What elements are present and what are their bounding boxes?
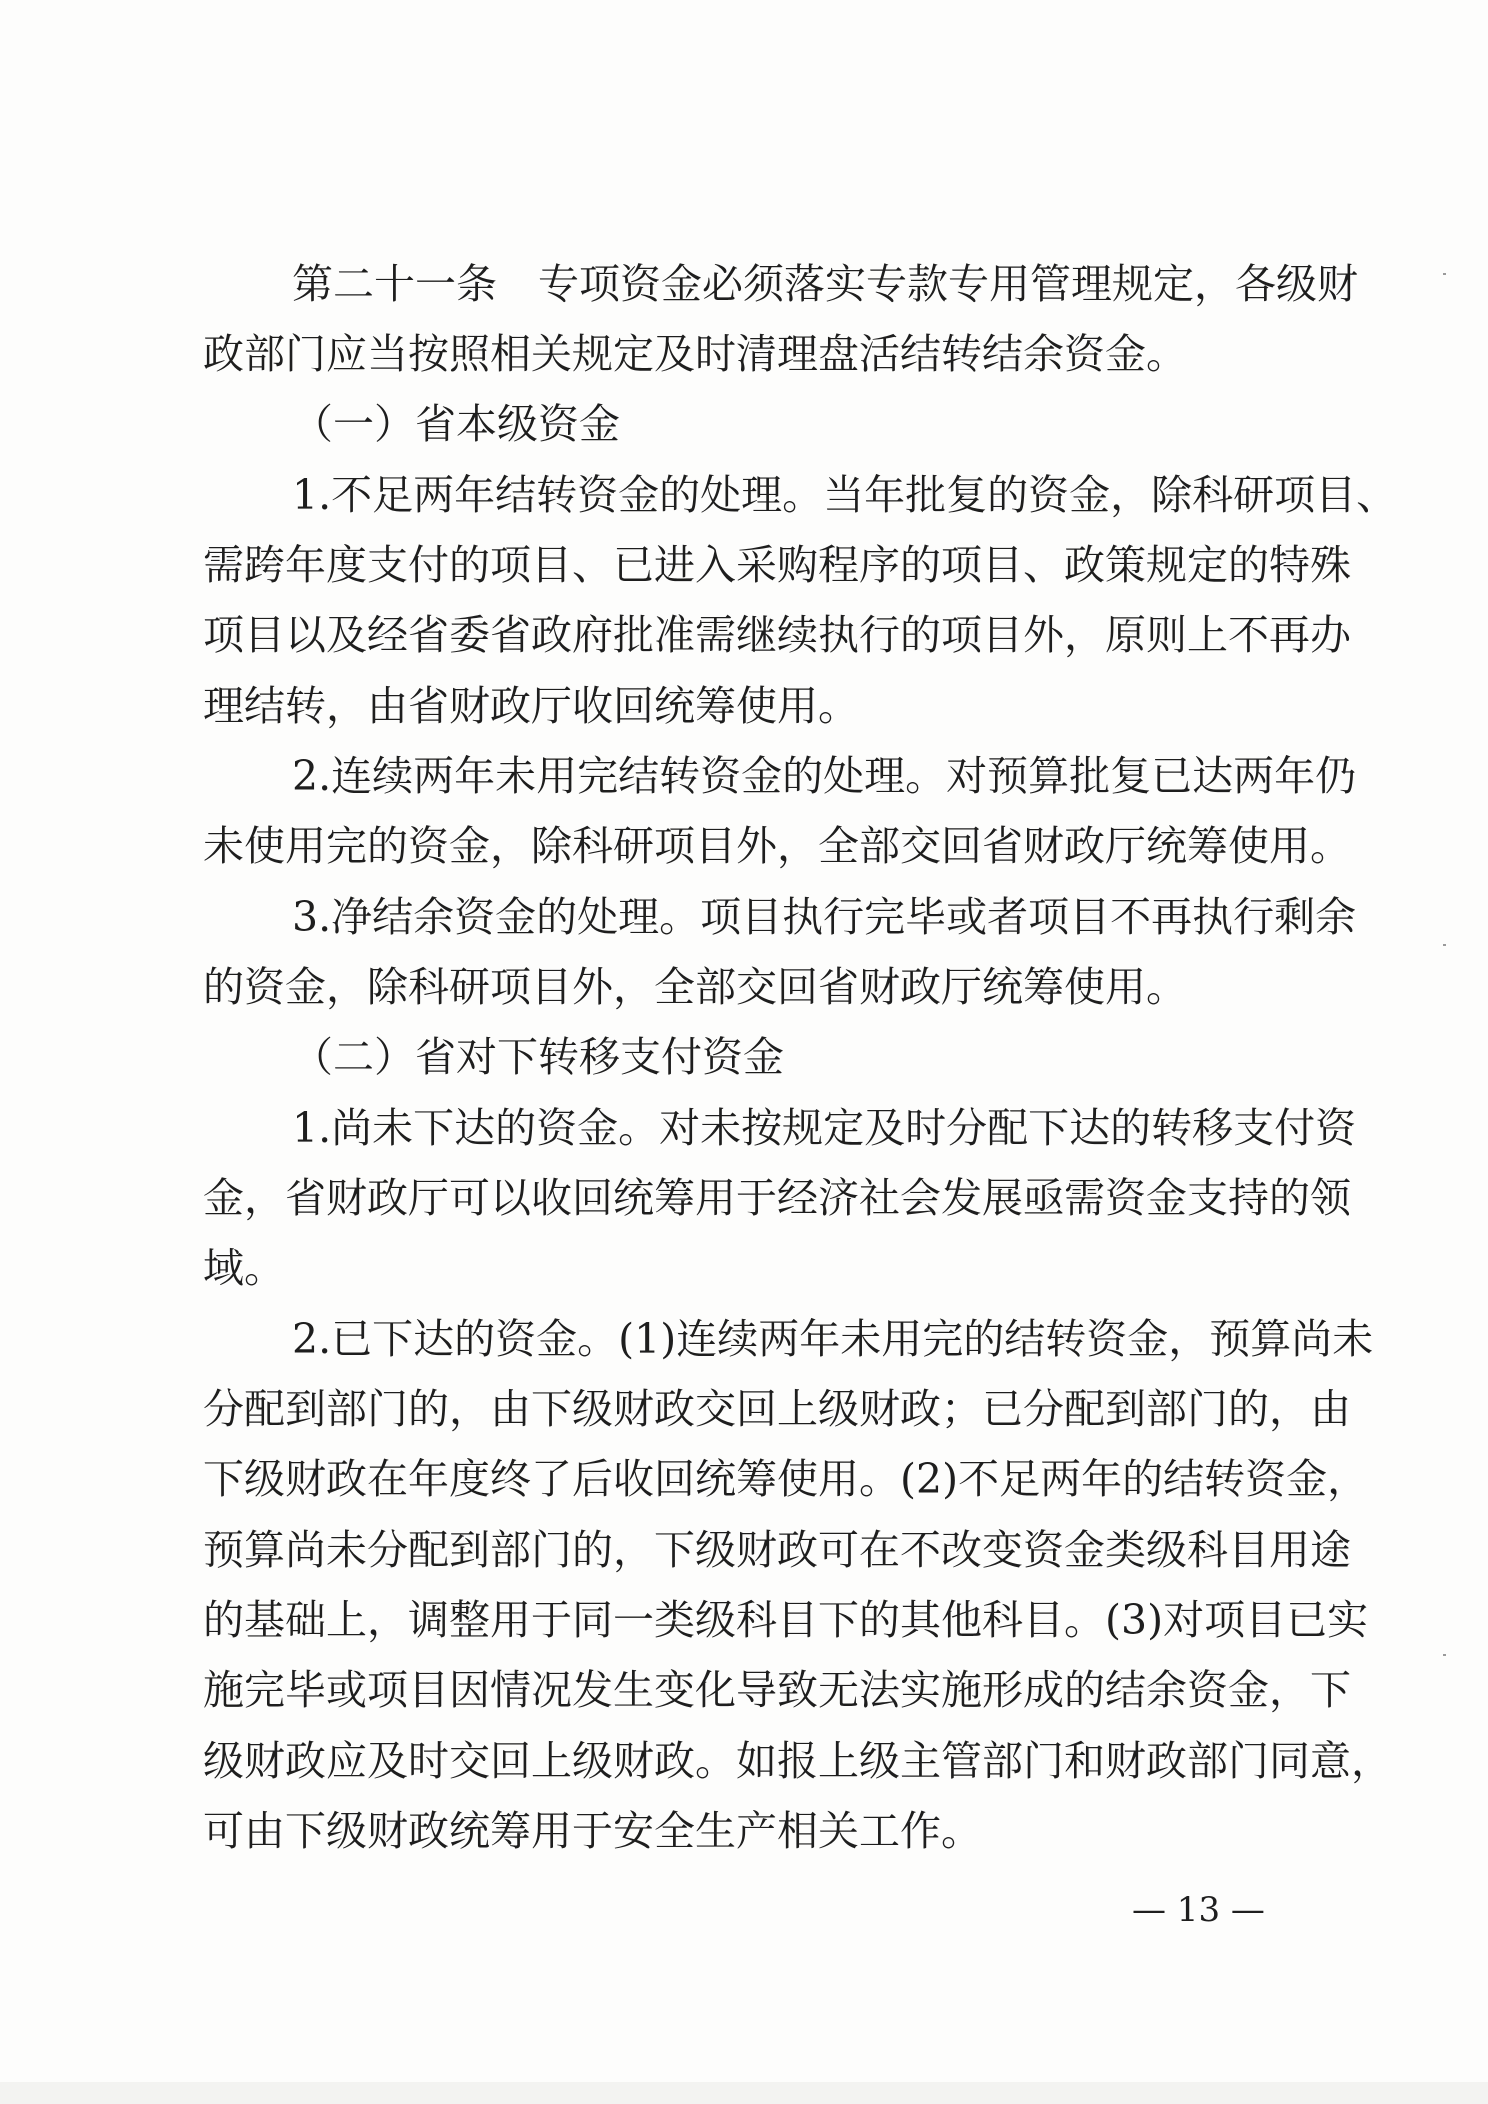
section-heading-transfer: （二）省对下转移支付资金 xyxy=(292,1033,784,1081)
text-line: 金，省财政厅可以收回统筹用于经济社会发展亟需资金支持的领 xyxy=(203,1174,1351,1222)
scan-speck xyxy=(1443,944,1446,946)
text-line: 级财政应及时交回上级财政。如报上级主管部门和财政部门同意， xyxy=(203,1737,1392,1785)
text-line: 2.连续两年未用完结转资金的处理。对预算批复已达两年仍 xyxy=(292,752,1357,800)
scan-speck xyxy=(1443,1654,1446,1656)
scan-speck xyxy=(1443,273,1446,275)
text-line: 2.已下达的资金。(1)连续两年未用完的结转资金，预算尚未 xyxy=(292,1315,1374,1363)
text-line: 政部门应当按照相关规定及时清理盘活结转结余资金。 xyxy=(203,330,1187,378)
page-number: — 13 — xyxy=(1132,1890,1265,1930)
text-line: 下级财政在年度终了后收回统筹使用。(2)不足两年的结转资金， xyxy=(203,1455,1369,1503)
text-line: 的基础上，调整用于同一类级科目下的其他科目。(3)对项目已实 xyxy=(203,1596,1369,1644)
text-line: 3.净结余资金的处理。项目执行完毕或者项目不再执行剩余 xyxy=(292,893,1357,941)
text-line: 1.尚未下达的资金。对未按规定及时分配下达的转移支付资 xyxy=(292,1104,1357,1152)
text-line: 需跨年度支付的项目、已进入采购程序的项目、政策规定的特殊 xyxy=(203,541,1351,589)
text-line: 的资金，除科研项目外，全部交回省财政厅统筹使用。 xyxy=(203,963,1187,1011)
text-line: 项目以及经省委省政府批准需继续执行的项目外，原则上不再办 xyxy=(203,611,1351,659)
text-line: 施完毕或项目因情况发生变化导致无法实施形成的结余资金，下 xyxy=(203,1666,1351,1714)
article-21-line: 第二十一条 专项资金必须落实专款专用管理规定，各级财 xyxy=(292,260,1358,308)
text-line: 域。 xyxy=(203,1244,285,1292)
text-line: 分配到部门的，由下级财政交回上级财政；已分配到部门的，由 xyxy=(203,1385,1351,1433)
text-line: 1.不足两年结转资金的处理。当年批复的资金，除科研项目、 xyxy=(292,471,1398,519)
scan-bottom-edge xyxy=(0,2082,1488,2104)
section-heading-provincial: （一）省本级资金 xyxy=(292,400,620,448)
text-line: 理结转，由省财政厅收回统筹使用。 xyxy=(203,682,859,730)
text-line: 可由下级财政统筹用于安全生产相关工作。 xyxy=(203,1807,982,1855)
text-line: 预算尚未分配到部门的，下级财政可在不改变资金类级科目用途 xyxy=(203,1526,1351,1574)
text-line: 未使用完的资金，除科研项目外，全部交回省财政厅统筹使用。 xyxy=(203,822,1351,870)
